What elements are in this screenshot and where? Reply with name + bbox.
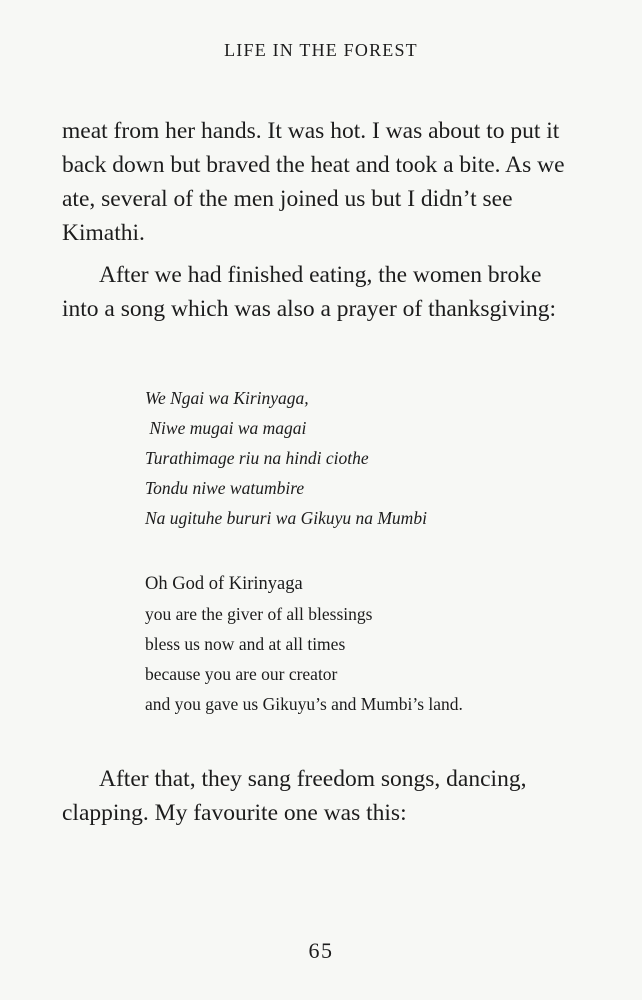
verse-line: Na ugituhe bururi wa Gikuyu na Mumbi [145, 508, 427, 528]
verse-line: bless us now and at all times [145, 634, 346, 654]
page-number: 65 [308, 938, 334, 963]
verse-kikuyu [145, 383, 427, 533]
verse-line: Turathimage riu na hindi ciothe [145, 448, 369, 468]
paragraph-freedom-songs: After that, they sang freedom songs, dancing, clapping. My favourite one was this: [62, 766, 527, 826]
verse-line: because you are our creator [145, 664, 338, 684]
verse-line: Oh God of Kirinyaga [145, 574, 303, 594]
verse-line: We Ngai wa Kirinyaga, [145, 388, 309, 408]
verse-line: Tondu niwe watumbire [145, 478, 305, 498]
verse-line: and you gave us Gikuyu’s and Mumbi’s land. [145, 694, 463, 714]
running-head: LIFE IN THE FOREST [224, 40, 418, 60]
verse-line: you are the giver of all blessings [145, 604, 373, 624]
paragraph-song-intro: After we had finished eating, the women broke into a song which was also a prayer of thanksgiving: [62, 262, 557, 322]
verse-line: Niwe mugai wa magai [145, 418, 307, 438]
verse-english [145, 569, 463, 719]
paragraph-meat: meat from her hands. It was hot. I was about to put it back down but braved the heat and took a bite. As we ate, several of the men joined us but I didn’t see Kimathi. [62, 118, 565, 246]
